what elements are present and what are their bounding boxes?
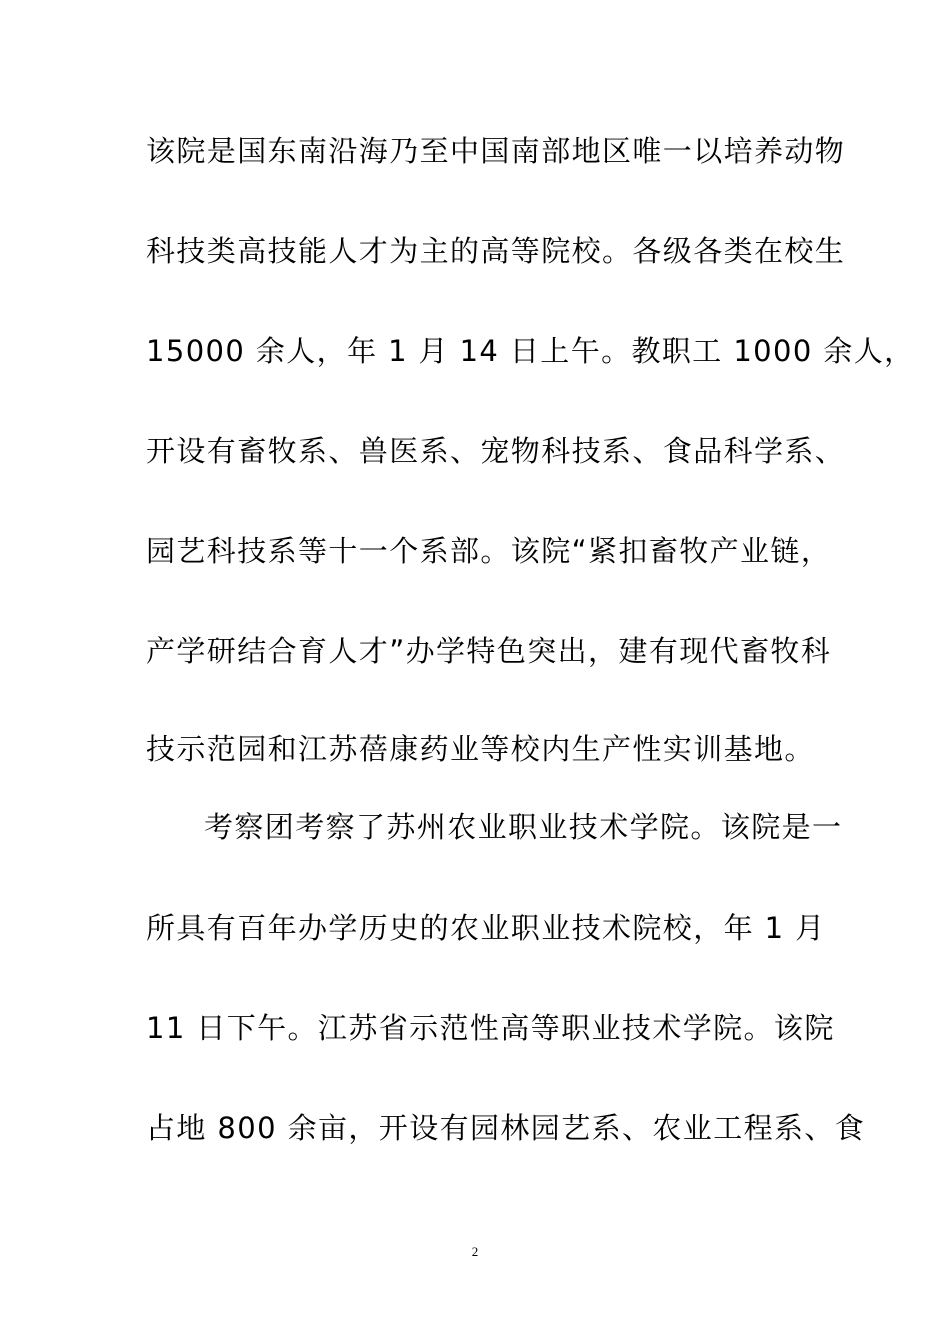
text-line-6: 产学研结合育人才”办学特色突出，建有现代畜牧科 [146, 634, 832, 668]
text-line-5: 园艺科技系等十一个系部。该院“紧扣畜牧产业链， [146, 534, 832, 568]
text-line-10: 11 日下午。江苏省示范性高等职业技术学院。该院 [146, 1011, 835, 1045]
text-line-3: 15000 余人，年 1 月 14 日上午。教职工 1000 余人， [146, 334, 915, 368]
text-line-2: 科技类高技能人才为主的高等院校。各级各类在校生 [146, 234, 846, 268]
text-line-9: 所具有百年办学历史的农业职业技术院校，年 1 月 [146, 911, 826, 945]
text-line-4: 开设有畜牧系、兽医系、宠物科技系、食品科学系、 [146, 434, 846, 468]
page-number: 2 [471, 1244, 479, 1259]
text-line-7: 技示范园和江苏蓓康药业等校内生产性实训基地。 [146, 732, 815, 766]
paragraph-2-first-line: 考察团考察了苏州农业职业技术学院。该院是一 [204, 810, 843, 844]
text-line-1: 该院是国东南沿海乃至中国南部地区唯一以培养动物 [146, 134, 846, 168]
text-line-11: 占地 800 余亩，开设有园林园艺系、农业工程系、食 [146, 1111, 866, 1145]
